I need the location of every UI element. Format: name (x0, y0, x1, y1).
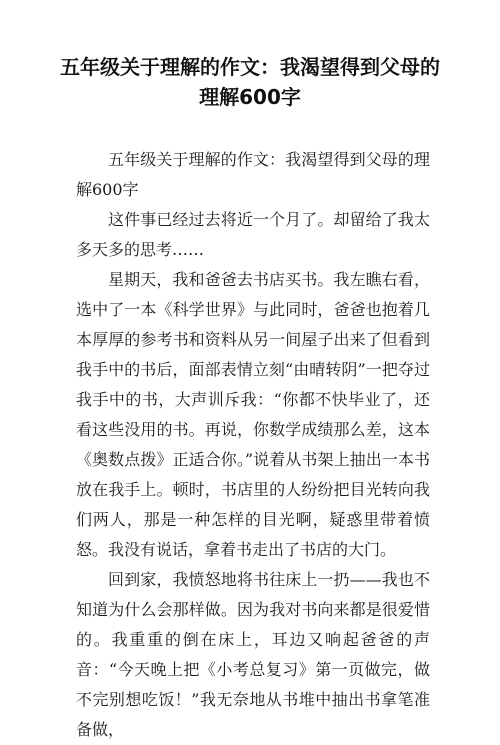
paragraph: 星期天，我和爸爸去书店买书。我左瞧右看，选中了一本《科学世界》与此同时，爸爸也抱着几本厚厚的参考书和资料从另一间屋子出来了但看到我手中的书后，面部表情立刻“由晴转阴”一把夺过我手中的书，大声训斥我：“你都不快毕业了，还看这些没用的书。再说，你数学成绩那么差，这本《奥数点拨》正适合你。”说着从书架上抽出一本书放在我手上。顿时，书店里的人纷纷把目光转向我们两人，那是一种怎样的目光啊，疑惑里带着愤怒。我没有说话，拿着书走出了书店的大门。 (76, 270, 430, 559)
document-body (76, 145, 430, 745)
paragraph: 五年级关于理解的作文：我渴望得到父母的理解600字 (76, 150, 430, 199)
paragraph: 这件事已经过去将近一个月了。却留给了我太多天多的思考…… (76, 210, 430, 259)
paragraph: 回到家，我愤怒地将书往床上一扔——我也不知道为什么会那样做。因为我对书向来都是很爱惜的。我重重的倒在床上，耳边又响起爸爸的声音：“今天晚上把《小考总复习》第一页做完，做不完别想吃饭！”我无奈地从书堆中抽出书拿笔准备做， (76, 570, 430, 739)
document-title: 五年级关于理解的作文：我渴望得到父母的理解600字 (60, 55, 440, 109)
